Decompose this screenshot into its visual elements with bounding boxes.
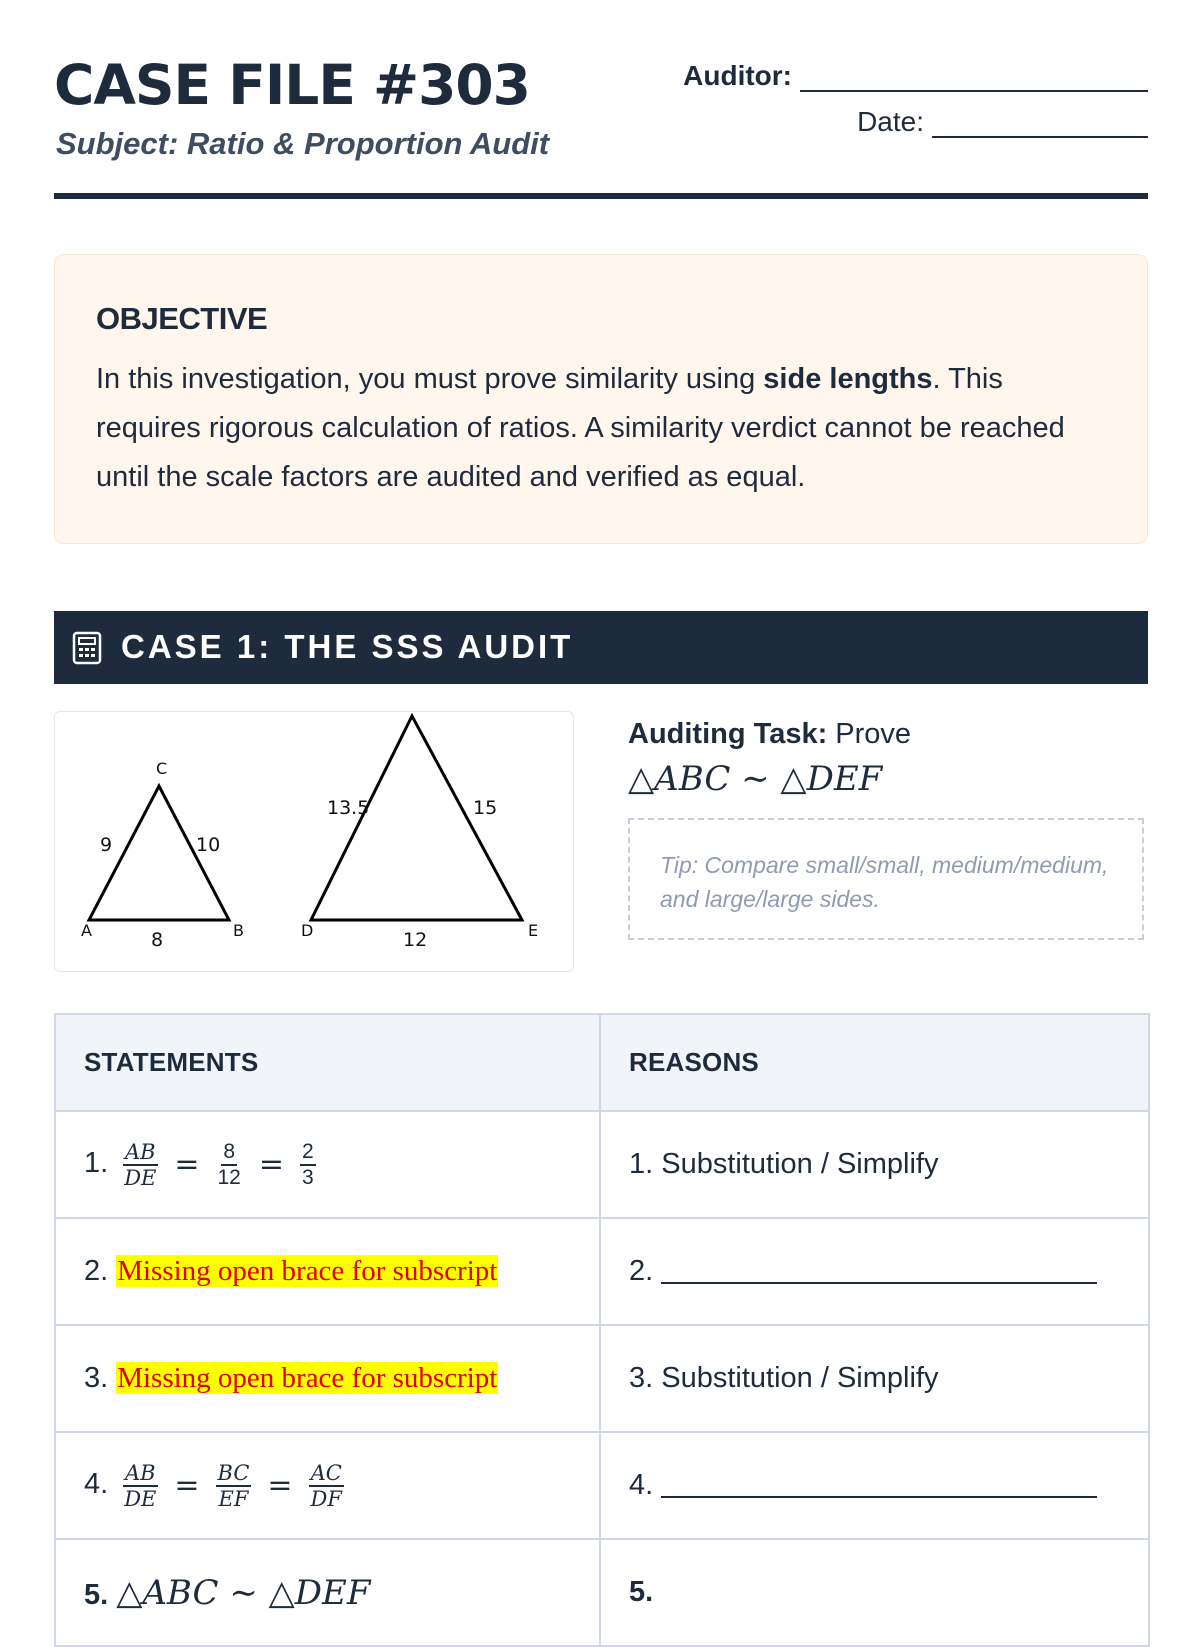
denominator: 12 xyxy=(217,1165,241,1189)
step-number: 5. xyxy=(629,1576,654,1608)
header-divider xyxy=(54,193,1148,199)
reason-cell[interactable] xyxy=(600,1218,1149,1325)
objective-box xyxy=(54,254,1148,544)
proof-table xyxy=(54,1013,1150,1647)
triangle-diagram xyxy=(55,712,573,971)
side-de-label: 12 xyxy=(403,929,428,951)
reason-blank[interactable] xyxy=(661,1260,1097,1284)
tip-box xyxy=(628,818,1144,940)
table-row xyxy=(55,1432,1149,1539)
numerator: AB xyxy=(124,1460,156,1485)
step-number: 5. xyxy=(84,1578,109,1611)
denominator: DF xyxy=(310,1486,342,1511)
numerator: BC xyxy=(217,1460,250,1485)
vertex-a-label: A xyxy=(81,921,92,940)
denominator: DE xyxy=(124,1165,157,1190)
auditing-task xyxy=(628,718,1148,912)
vertex-d-label: D xyxy=(301,921,314,940)
objective-emphasis: side lengths xyxy=(763,363,933,395)
vertex-b-label: B xyxy=(233,921,244,940)
reason-cell[interactable] xyxy=(600,1432,1149,1539)
statements-header: STATEMENTS xyxy=(55,1014,600,1111)
objective-text-part: In this investigation, you must prove similarity using xyxy=(96,363,764,395)
fraction xyxy=(122,1140,158,1190)
case-title: CASE FILE #303 xyxy=(54,53,530,117)
task-prompt xyxy=(628,718,1148,751)
conclusion-statement: △ABC ∼ △DEF xyxy=(116,1572,371,1613)
step-number: 1. xyxy=(84,1147,109,1180)
numerator: 8 xyxy=(221,1140,237,1166)
statement-cell xyxy=(55,1539,600,1646)
vertex-c-label: C xyxy=(156,759,168,778)
numerator: AB xyxy=(124,1139,156,1164)
equals-sign: = xyxy=(174,1147,200,1182)
task-statement: △ABC ∼ △DEF xyxy=(628,759,883,799)
fraction xyxy=(216,1461,252,1511)
triangle-figure xyxy=(54,711,574,972)
denominator: EF xyxy=(218,1486,249,1511)
equals-sign: = xyxy=(174,1468,200,1503)
table-row xyxy=(55,1218,1149,1325)
date-field[interactable] xyxy=(857,106,1148,138)
worksheet-page xyxy=(54,0,1148,1613)
reasons-header: REASONS xyxy=(600,1014,1149,1111)
fraction xyxy=(216,1140,243,1190)
denominator: DE xyxy=(124,1486,157,1511)
reason-cell: 1. Substitution / Simplify xyxy=(600,1111,1149,1218)
fraction xyxy=(309,1461,344,1511)
statement-cell xyxy=(55,1111,600,1218)
auditor-label: Auditor: xyxy=(683,60,792,91)
reason-cell: 3. Substitution / Simplify xyxy=(600,1325,1149,1432)
objective-text-part: . This requires rigorous calculation of ratios. A similarity verdict cannot be reached until the scale factors are audited and verified as equal. xyxy=(96,363,1065,493)
step-number: 4. xyxy=(629,1469,654,1501)
numerator: AC xyxy=(310,1460,342,1485)
auditor-blank[interactable] xyxy=(800,64,1148,92)
table-row xyxy=(55,1539,1149,1646)
render-error: Missing open brace for subscript xyxy=(117,1255,498,1287)
side-bc-label: 10 xyxy=(196,834,221,856)
fraction xyxy=(300,1140,316,1190)
table-header-row xyxy=(55,1014,1149,1111)
denominator: 3 xyxy=(302,1165,314,1189)
table-row xyxy=(55,1111,1149,1218)
step-number: 3. xyxy=(84,1362,109,1394)
header xyxy=(54,52,1148,197)
step-number: 2. xyxy=(629,1255,654,1287)
reason-cell[interactable] xyxy=(600,1539,1149,1646)
vertex-e-label: E xyxy=(528,921,539,940)
step-number: 2. xyxy=(84,1255,109,1287)
date-label: Date: xyxy=(857,106,924,137)
fraction xyxy=(122,1461,158,1511)
reason-blank[interactable] xyxy=(661,1474,1097,1498)
statement-cell xyxy=(55,1432,600,1539)
side-ab-label: 8 xyxy=(151,929,164,951)
statement-cell xyxy=(55,1218,600,1325)
step-number: 4. xyxy=(84,1468,109,1501)
render-error: Missing open brace for subscript xyxy=(117,1362,498,1394)
statement-cell xyxy=(55,1325,600,1432)
section-banner xyxy=(54,611,1148,684)
section-title: CASE 1: THE SSS AUDIT xyxy=(121,628,574,665)
side-ac-label: 9 xyxy=(100,834,113,856)
numerator: 2 xyxy=(300,1140,316,1166)
table-row xyxy=(55,1325,1149,1432)
auditor-field[interactable] xyxy=(683,60,1148,92)
date-blank[interactable] xyxy=(932,112,1148,138)
task-verb: Prove xyxy=(835,718,912,750)
objective-heading: OBJECTIVE xyxy=(96,301,268,336)
equals-sign: = xyxy=(258,1147,284,1182)
calculator-icon xyxy=(72,631,102,665)
side-ef-label: 15 xyxy=(473,797,498,819)
side-df-label: 13.5 xyxy=(327,797,370,819)
task-label: Auditing Task: xyxy=(628,718,828,750)
tip-text: Tip: Compare small/small, medium/medium, and large/large sides. xyxy=(660,852,1109,912)
equals-sign: = xyxy=(267,1468,293,1503)
case-subtitle: Subject: Ratio & Proportion Audit xyxy=(56,126,550,161)
objective-text xyxy=(96,355,1106,502)
